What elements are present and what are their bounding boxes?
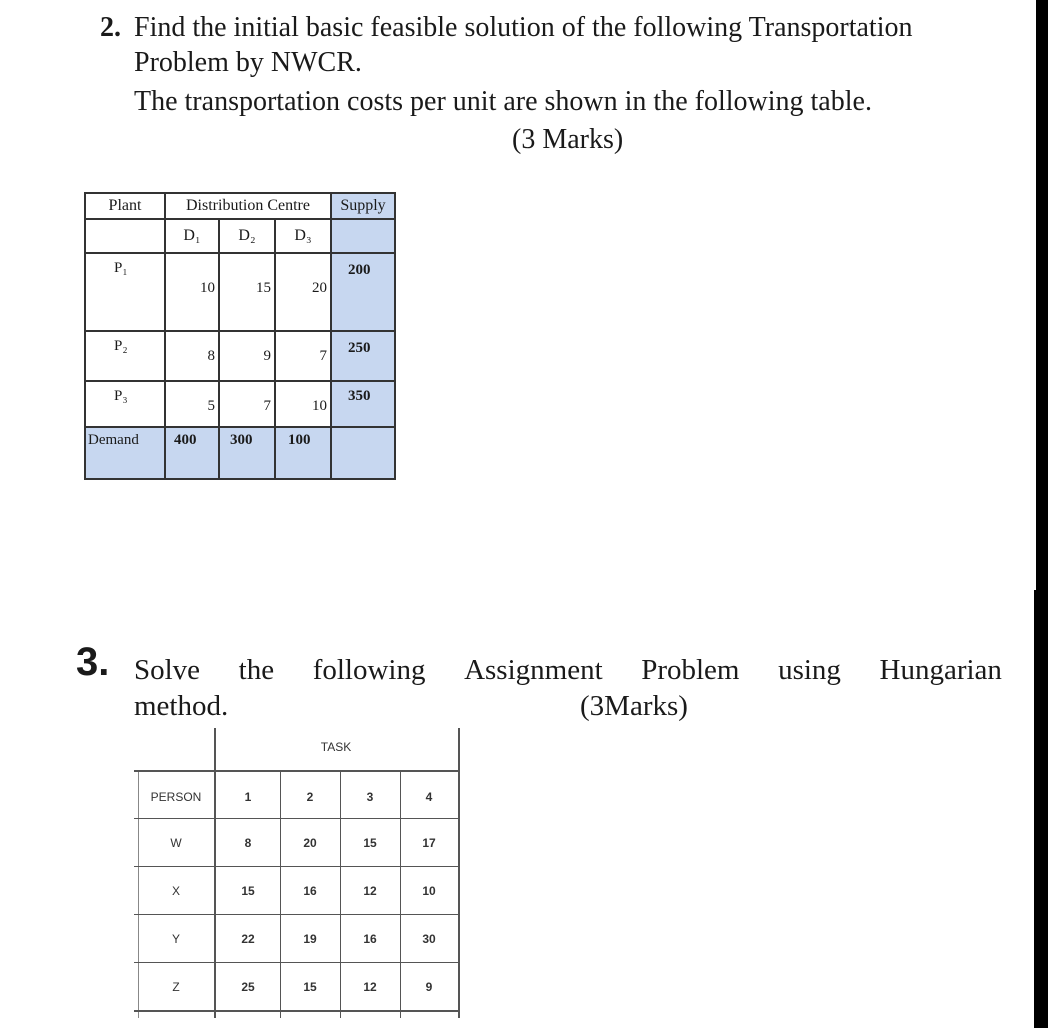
demand-value: 100 [275, 427, 331, 479]
cost-cell: 10 [312, 398, 327, 414]
cost-cell: 7 [263, 398, 271, 414]
distribution-header: Distribution Centre [165, 193, 331, 219]
person-label: Z [172, 980, 180, 994]
cost-cell: 30 [422, 932, 436, 946]
task-label: 4 [425, 790, 433, 804]
cost-cell: 8 [207, 348, 215, 364]
question-3-number: 3. [76, 640, 110, 684]
cost-cell: 9 [263, 348, 271, 364]
cost-cell: 12 [363, 980, 377, 994]
table-row [85, 381, 395, 427]
supply-value: 200 [348, 262, 371, 278]
cost-cell: 15 [363, 836, 377, 850]
person-label: W [170, 836, 182, 850]
plant-label: P₂ [114, 338, 128, 354]
cost-cell: 8 [244, 836, 252, 850]
person-header: PERSON [150, 790, 202, 804]
cost-cell: 20 [312, 280, 327, 296]
question-3-text: method. [134, 690, 229, 722]
demand-value: 400 [165, 427, 219, 479]
question-3-marks: (3Marks) [580, 690, 688, 722]
table-row [85, 253, 395, 331]
cost-cell: 17 [422, 836, 436, 850]
black-edge [1034, 590, 1048, 1028]
question-2-text: The transportation costs per unit are shown in the following table. [134, 86, 872, 117]
question-2-text: Find the initial basic feasible solution of the following Transportation [134, 12, 913, 43]
supply-value: 250 [348, 340, 371, 356]
table-row [85, 331, 395, 381]
cost-cell: 20 [303, 836, 317, 850]
cost-cell: 15 [303, 980, 317, 994]
cost-cell: 10 [200, 280, 215, 296]
plant-label: P₃ [114, 388, 128, 404]
cost-cell: 22 [241, 932, 255, 946]
supply-header: Supply [331, 193, 395, 219]
question-3-text: Solve the following Assignment Problem using Hungarian [134, 654, 1002, 686]
question-2-text: Problem by NWCR. [134, 47, 362, 78]
supply-value: 350 [348, 388, 371, 404]
cost-cell: 16 [363, 932, 377, 946]
task-label: 3 [366, 790, 374, 804]
plant-header: Plant [85, 193, 165, 219]
cost-cell: 10 [422, 884, 436, 898]
cost-cell: 5 [207, 398, 215, 414]
cost-cell: 12 [363, 884, 377, 898]
cost-cell: 15 [241, 884, 255, 898]
destination-label: D₂ [219, 219, 275, 253]
black-edge [1036, 0, 1048, 590]
cost-cell: 7 [319, 348, 327, 364]
cost-cell: 16 [303, 884, 317, 898]
demand-value: 300 [219, 427, 275, 479]
plant-label: P₁ [114, 260, 128, 276]
cost-cell: 9 [425, 980, 433, 994]
demand-label: Demand [85, 427, 165, 479]
cost-cell: 19 [303, 932, 317, 946]
cost-cell: 25 [241, 980, 255, 994]
question-2-number: 2. [100, 12, 121, 43]
task-label: 2 [306, 790, 314, 804]
destination-label: D₁ [165, 219, 219, 253]
destination-label: D₃ [275, 219, 331, 253]
person-label: X [171, 884, 180, 898]
cost-cell: 15 [256, 280, 271, 296]
task-label: 1 [244, 790, 252, 804]
transportation-table [84, 192, 396, 480]
person-label: Y [171, 932, 180, 946]
demand-row [85, 427, 395, 479]
task-header: TASK [320, 740, 352, 754]
question-2-marks: (3 Marks) [512, 124, 624, 155]
